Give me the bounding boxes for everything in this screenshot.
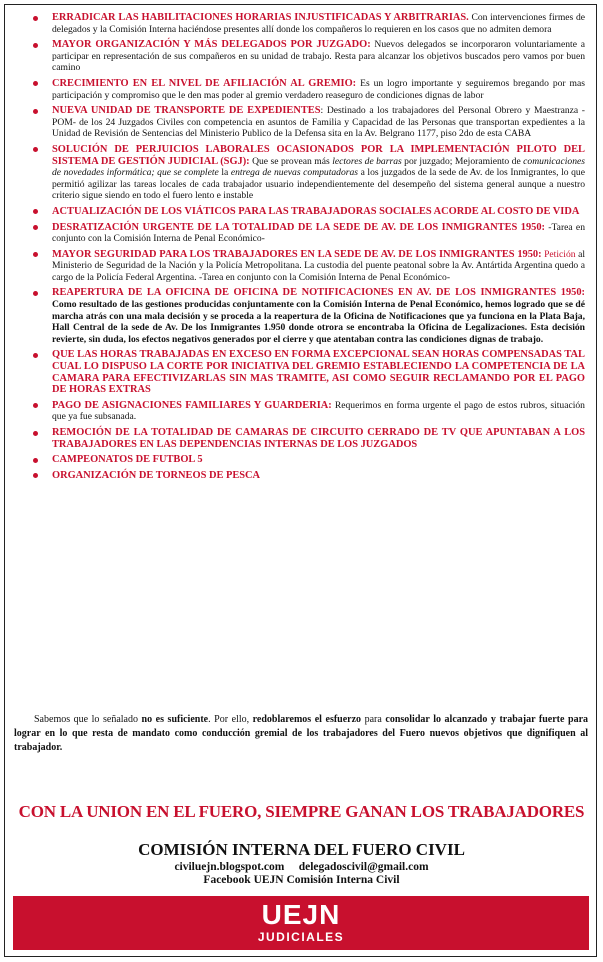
- item-body: Como resultado de las gestiones producidas conjuntamente con la Comisión Interna de Penal Económico, hemos logrado que se dé marcha atrás con una mala decisión y se proceda a la reapertura de la Oficina de Notificaciones que ya funciona en la Plata Baja, Hall Central de la sede de Av. De los Inmigrantes 1.950 donde otrora se encontraba la Oficina de Legalizaciones. Esta decisión revierte, sin duda, los efectos negativos generados por el cierre y que atentaban contra las condiciones dignas de trabajo.: [52, 299, 585, 345]
- commission-title: COMISIÓN INTERNA DEL FUERO CIVIL: [138, 840, 465, 859]
- item-heading: CRECIMIENTO EN EL NIVEL DE AFILIACIÓN AL GREMIO:: [52, 77, 357, 89]
- list-item: [30, 78, 585, 101]
- item-body-italic: lectores de barras: [332, 155, 402, 167]
- item-heading: NUEVA UNIDAD DE TRANSPORTE DE EXPEDIENTES: [52, 105, 321, 117]
- email-link[interactable]: delegadoscivil@gmail.com: [298, 861, 429, 873]
- item-body: -Tarea en conjunto con la Comisión Interna de Penal Económico-: [52, 221, 585, 245]
- list-item: [30, 206, 585, 218]
- achievements-list: [30, 12, 585, 485]
- item-body: al Ministerio de Seguridad de la Nación y la Policía Metropolitana. La custodia del puente peatonal sobre la Av. Antártida Argentina quedo a cargo de la Policía Federal Argentina. -Tarea en conjunto con la Comisión Interna de Penal Económico-: [52, 248, 585, 283]
- item-body: a los juzgados de la sede de Av. de los Inmigrantes, lo que permitió agilizar las tareas locales de cada trabajador usuario independientemente del desempeño del sistema general aunque a nuestro criterio sigue siendo en todo el fuero lento e instable: [52, 167, 585, 202]
- item-heading: ERRADICAR LAS HABILITACIONES HORARIAS INJUSTIFICADAS Y ARBITRARIAS.: [52, 12, 469, 23]
- closing-text-bold: redoblaremos el esfuerzo: [252, 714, 362, 725]
- blog-link[interactable]: civiluejn.blogspot.com: [174, 861, 285, 873]
- item-body: por juzgado; Mejoramiento de: [401, 155, 524, 167]
- list-item: [30, 349, 585, 395]
- item-heading: MAYOR ORGANIZACIÓN Y MÁS DELEGADOS POR JUZGADO:: [52, 39, 371, 51]
- closing-text: para: [361, 714, 386, 725]
- item-body-highlight: Petición: [541, 248, 576, 260]
- item-heading: REMOCIÓN DE LA TOTALIDAD DE CAMARAS DE CIRCUITO CERRADO DE TV QUE APUNTABAN A LOS TRABAJADORES EN LAS DEPENDENCIAS INTERNAS DE LOS JUZGADOS: [52, 427, 585, 450]
- contact-line: [0, 861, 603, 874]
- uejn-subtitle: JUDICIALES: [257, 930, 345, 944]
- closing-text: Sabemos que lo señalado: [34, 714, 142, 725]
- list-item: [30, 454, 585, 466]
- item-heading: REAPERTURA DE LA OFICINA DE OFICINA DE NOTIFICACIONES EN AV. DE LOS INMIGRANTES 1950:: [52, 287, 585, 299]
- item-heading: PAGO DE ASIGNACIONES FAMILIARES Y GUARDERIA:: [52, 399, 332, 411]
- closing-paragraph: [14, 713, 588, 755]
- item-body: Requerimos en forma urgente el pago de estos rubros, situación que ya fue subsanada.: [52, 399, 585, 423]
- item-body: Es un logro importante y seguiremos bregando por mas participación y compromiso que le den mas poder al gremio verdadero reaseguro de condiciones dignas de labor: [52, 77, 585, 101]
- item-body: Nuevos delegados se incorporaron voluntariamente a participar en representación de sus compañeros en su unidad de trabajo. Resta para alcanzar los objetivos buscados pero vamos por buen camino: [52, 39, 585, 74]
- item-heading: SOLUCIÓN DE PERJUICIOS LABORALES OCASIONADOS POR LA IMPLEMENTACIÓN PILOTO DEL SISTEMA DE GESTIÓN JUDICIAL (SGJ):: [52, 143, 585, 167]
- item-body: la: [218, 167, 231, 179]
- list-item: [30, 400, 585, 423]
- list-item: [30, 470, 585, 482]
- list-item: [30, 222, 585, 245]
- item-body: Que se provean más: [249, 155, 333, 167]
- uejn-banner: [13, 896, 589, 950]
- closing-text: . Por ello,: [208, 714, 253, 725]
- list-item: [30, 12, 585, 35]
- item-heading: ORGANIZACIÓN DE TORNEOS DE PESCA: [52, 469, 261, 481]
- closing-text-bold: consolidar lo alcanzado y trabajar fuerte para: [385, 714, 589, 725]
- item-heading: DESRATIZACIÓN URGENTE DE LA TOTALIDAD DE LA SEDE DE AV. DE LOS INMIGRANTES 1950:: [52, 221, 546, 233]
- slogan: CON LA UNION EN EL FUERO, SIEMPRE GANAN LOS TRABAJADORES: [18, 802, 585, 821]
- list-item: [30, 427, 585, 450]
- item-heading: MAYOR SEGURIDAD PARA LOS TRABAJADORES EN LA SEDE DE AV. DE LOS INMIGRANTES 1950:: [52, 248, 542, 260]
- closing-text-bold: lograr en lo que resta de mandato como conducción gremial de los trabajadores del Fuero nuevos objetivos que dignifiquen al trabajador.: [14, 728, 588, 753]
- item-body: : Destinado a los trabajadores del Personal Obrero y Maestranza -POM- de los 24 Juzgados Civiles con competencia en asuntos de Familia y Capacidad de las Personas que transportan expedientes a la Unidad de Revisión de Sentencias del Ministerio Publico de la Defensa sita en la Av. Belgrano 1177, piso 2do de esta CABA: [52, 105, 586, 140]
- item-body: Con intervenciones firmes de delegados y la Comisión Interna haciéndose presentes allí donde los compañeros lo requieren en los casos que no admiten demora: [52, 12, 586, 35]
- item-body-italic: entrega de nuevas computadoras: [230, 167, 359, 179]
- item-heading: ACTUALIZACIÓN DE LOS VIÁTICOS PARA LAS TRABAJADORAS SOCIALES ACORDE AL COSTO DE VIDA: [52, 205, 580, 217]
- list-item: [30, 249, 585, 284]
- list-item: [30, 39, 585, 74]
- uejn-logo: UEJN: [261, 899, 341, 930]
- item-heading: CAMPEONATOS DE FUTBOL 5: [52, 454, 203, 466]
- closing-text-bold: no es suficiente: [141, 714, 209, 725]
- list-item: [30, 287, 585, 345]
- facebook-link[interactable]: Facebook UEJN Comisión Interna Civil: [203, 874, 400, 886]
- list-item: [30, 144, 585, 202]
- list-item: [30, 105, 585, 140]
- item-body-italic: comunicaciones de novedades informática; que se complete: [52, 155, 585, 179]
- item-heading: QUE LAS HORAS TRABAJADAS EN EXCESO EN FORMA EXCEPCIONAL SEAN HORAS COMPENSADAS TAL CUAL LO DISPUSO LA CORTE POR INICIATIVA DEL GREMIO ESTABLECIENDO LA COMPETENCIA DE LA CAMARA PARA EFECTIVIZARLAS SIN MAS TRAMITE, ASI COMO SEGUIR RECLAMANDO POR EL PAGO DE HORAS EXTRAS: [52, 349, 585, 396]
- contact-info: [0, 861, 603, 887]
